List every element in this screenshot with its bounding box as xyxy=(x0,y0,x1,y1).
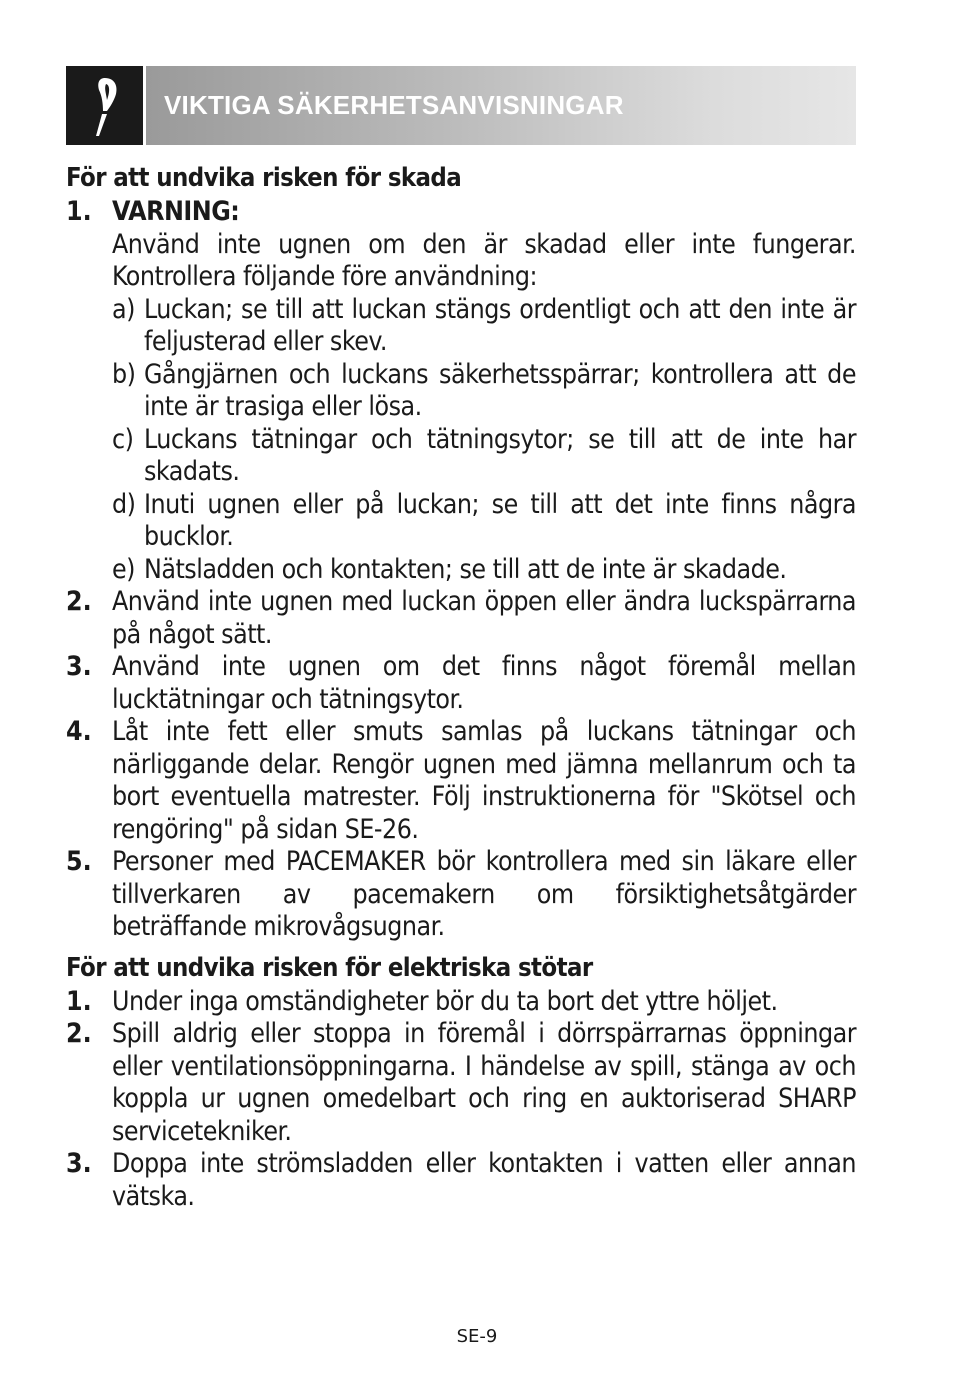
item-text: Låt inte fett eller smuts samlas på luckans tätningar och närliggande delar. Rengör ugnen med jämna mellanrum och ta bort eventuella matrester. Följ instruktionerna för "Skötsel och rengöring" på sidan SE-26. xyxy=(112,716,856,845)
sub-text: Gångjärnen och luckans säkerhetsspärrar; kontrollera att de inte är trasiga eller lösa. xyxy=(144,358,856,422)
sub-item xyxy=(112,554,856,587)
item-text: Spill aldrig eller stoppa in föremål i dörrspärrarnas öppningar eller ventilationsöppningarna. I händelse av spill, stänga av och koppla ur ugnen omedelbart och ring en auktoriserad SHARP servicetekniker. xyxy=(112,1018,856,1147)
section-header xyxy=(66,66,856,145)
warning-heading: VARNING: xyxy=(112,196,240,227)
section-electric-shock xyxy=(66,950,856,1214)
sub-text: Nätsladden och kontakten; se till att de inte är skadade. xyxy=(144,553,787,585)
list-item xyxy=(66,1018,856,1148)
list-item xyxy=(66,586,856,651)
sub-letter: c) xyxy=(112,423,134,455)
sub-letter: d) xyxy=(112,488,136,520)
section-title: För att undvika risken för skada xyxy=(66,163,462,193)
header-band xyxy=(146,66,856,145)
sub-text: Luckan; se till att luckan stängs ordentligt och att den inte är feljusterad eller skev. xyxy=(144,293,856,357)
item-number: 3. xyxy=(66,651,92,682)
item-number: 2. xyxy=(66,1018,92,1049)
sub-item xyxy=(112,424,856,489)
item-text: Doppa inte strömsladden eller kontakten i vatten eller annan vätska. xyxy=(112,1148,856,1212)
page-number: SE-9 xyxy=(456,1326,498,1347)
item-number: 5. xyxy=(66,846,92,877)
list-item xyxy=(66,651,856,716)
item-number: 3. xyxy=(66,1148,92,1179)
safety-note-icon xyxy=(66,66,143,145)
item-text: Under inga omständigheter bör du ta bort det yttre höljet. xyxy=(112,985,778,1017)
section-injury xyxy=(66,160,856,944)
sub-item xyxy=(112,489,856,554)
item-number: 2. xyxy=(66,586,92,617)
sub-item xyxy=(112,359,856,424)
list-item xyxy=(66,196,856,586)
item-text: Personer med PACEMAKER bör kontrollera med sin läkare eller tillverkaren av pacemakern om försiktighetsåtgärder beträffande mikrovågsugnar. xyxy=(112,846,856,942)
item-number: 4. xyxy=(66,716,92,747)
item-text: Använd inte ugnen om det finns något föremål mellan lucktätningar och tätningsytor. xyxy=(112,651,856,715)
list-item xyxy=(66,986,856,1019)
document-body xyxy=(66,160,856,1213)
sub-text: Luckans tätningar och tätningsytor; se till att de inte har skadats. xyxy=(144,423,856,487)
section-title: För att undvika risken för elektriska stötar xyxy=(66,952,593,983)
item-number: 1. xyxy=(66,196,92,227)
item-text: Använd inte ugnen med luckan öppen eller ändra luckspärrarna på något sätt. xyxy=(112,586,856,650)
list-item xyxy=(66,716,856,846)
sub-letter: b) xyxy=(112,358,136,390)
page-title: VIKTIGA SÄKERHETSANVISNINGAR xyxy=(164,90,624,120)
sub-item xyxy=(112,294,856,359)
item-text: Använd inte ugnen om den är skadad eller inte fungerar. Kontrollera följande före användning: xyxy=(112,228,856,292)
list-item xyxy=(66,1148,856,1213)
sub-letter: e) xyxy=(112,553,135,585)
item-body xyxy=(112,196,856,586)
list-item xyxy=(66,846,856,944)
sub-text: Inuti ugnen eller på luckan; se till att det inte finns några bucklor. xyxy=(144,488,856,552)
item-number: 1. xyxy=(66,985,92,1017)
sub-letter: a) xyxy=(112,293,135,325)
